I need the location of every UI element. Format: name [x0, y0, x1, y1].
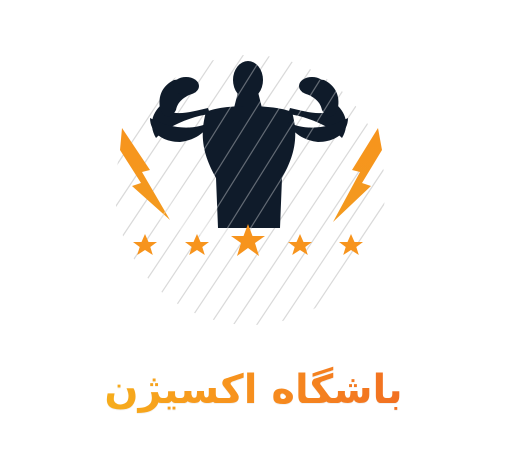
star-icon [133, 234, 157, 255]
brand-name: باشگاه اکسیژن [0, 360, 507, 420]
star-icon [339, 234, 363, 255]
lightning-bolt-left-icon [120, 128, 170, 220]
bodybuilder-icon [150, 61, 348, 228]
